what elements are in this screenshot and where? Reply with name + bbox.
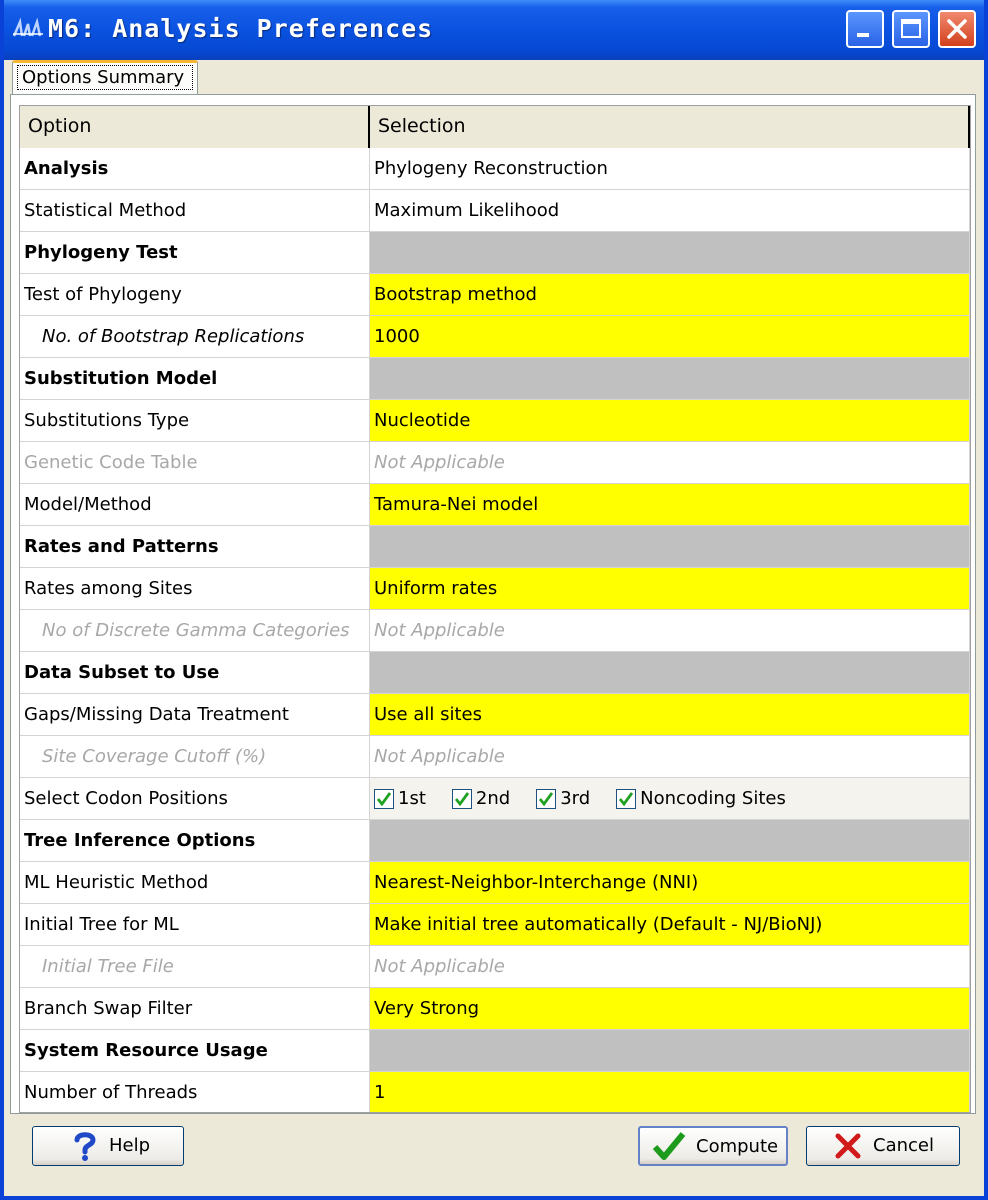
option-cell: No. of Bootstrap Replications (20, 316, 370, 358)
table-row (20, 610, 970, 652)
checkbox-box (536, 789, 556, 809)
title-bar[interactable] (4, 0, 984, 60)
selection-cell (370, 820, 970, 862)
test-of-phylogeny-dropdown[interactable]: Bootstrap method (370, 274, 970, 316)
table-row (20, 904, 970, 946)
table-row (20, 862, 970, 904)
number-of-threads-input[interactable]: 1 (370, 1072, 970, 1113)
mega-app-icon (12, 18, 44, 40)
table-row (20, 484, 970, 526)
selection-cell: Maximum Likelihood (370, 190, 970, 232)
selection-cell (370, 232, 970, 274)
option-cell: Rates and Patterns (20, 526, 370, 568)
checkbox-box (616, 789, 636, 809)
table-row (20, 358, 970, 400)
checkbox-label: 1st (398, 787, 426, 809)
cancel-button[interactable] (806, 1126, 960, 1166)
option-cell: Test of Phylogeny (20, 274, 370, 316)
help-button[interactable] (32, 1126, 184, 1166)
table-row (20, 316, 970, 358)
codon-noncoding-checkbox[interactable] (616, 789, 786, 809)
option-cell: Site Coverage Cutoff (%) (20, 736, 370, 778)
substitutions-type-dropdown[interactable]: Nucleotide (370, 400, 970, 442)
tab-strip (10, 60, 978, 96)
option-cell: Initial Tree for ML (20, 904, 370, 946)
codon-3rd-checkbox[interactable] (536, 789, 590, 809)
gaps-missing-data-dropdown[interactable]: Use all sites (370, 694, 970, 736)
initial-tree-dropdown[interactable]: Make initial tree automatically (Default - NJ/BioNJ) (370, 904, 970, 946)
option-cell: Branch Swap Filter (20, 988, 370, 1030)
codon-positions-cell (370, 778, 970, 820)
table-row (20, 946, 970, 988)
option-cell: Rates among Sites (20, 568, 370, 610)
cancel-x-icon (833, 1131, 863, 1161)
cancel-button-label: Cancel (873, 1135, 934, 1156)
checkmark-icon (618, 791, 634, 807)
checkbox-label: 3rd (560, 787, 591, 809)
option-cell: Gaps/Missing Data Treatment (20, 694, 370, 736)
option-cell: ML Heuristic Method (20, 862, 370, 904)
maximize-icon (894, 12, 928, 46)
selection-cell (370, 526, 970, 568)
grid-rows (20, 148, 970, 1113)
option-cell: No of Discrete Gamma Categories (20, 610, 370, 652)
checkmark-icon (454, 791, 470, 807)
checkbox-label: Noncoding Sites (640, 787, 786, 809)
option-cell: Statistical Method (20, 190, 370, 232)
minimize-icon (848, 12, 882, 46)
table-row (20, 694, 970, 736)
selection-cell: Phylogeny Reconstruction (370, 148, 970, 190)
selection-cell: Not Applicable (370, 442, 970, 484)
selection-cell: Not Applicable (370, 610, 970, 652)
option-cell: Substitution Model (20, 358, 370, 400)
branch-swap-filter-dropdown[interactable]: Very Strong (370, 988, 970, 1030)
selection-cell (370, 358, 970, 400)
option-cell: Initial Tree File (20, 946, 370, 988)
option-cell: Analysis (20, 148, 370, 190)
checkmark-icon (652, 1131, 686, 1161)
table-row (20, 568, 970, 610)
table-row (20, 1072, 970, 1113)
tab-label: Options Summary (17, 65, 193, 90)
model-method-dropdown[interactable]: Tamura-Nei model (370, 484, 970, 526)
table-row (20, 232, 970, 274)
compute-button-label: Compute (696, 1136, 779, 1157)
rates-among-sites-dropdown[interactable]: Uniform rates (370, 568, 970, 610)
codon-2nd-checkbox[interactable] (452, 789, 510, 809)
tab-options-summary[interactable] (12, 60, 198, 94)
compute-button[interactable] (638, 1126, 788, 1166)
table-row (20, 190, 970, 232)
option-cell: Phylogeny Test (20, 232, 370, 274)
option-cell: Model/Method (20, 484, 370, 526)
table-row (20, 400, 970, 442)
checkmark-icon (376, 791, 392, 807)
codon-1st-checkbox[interactable] (374, 789, 426, 809)
table-row (20, 652, 970, 694)
table-row (20, 736, 970, 778)
option-cell: Number of Threads (20, 1072, 370, 1113)
options-summary-panel (10, 94, 976, 1114)
header-option[interactable]: Option (20, 106, 370, 148)
bootstrap-replications-input[interactable]: 1000 (370, 316, 970, 358)
window-title: M6: Analysis Preferences (48, 14, 434, 43)
ml-heuristic-method-dropdown[interactable]: Nearest-Neighbor-Interchange (NNI) (370, 862, 970, 904)
selection-cell: Not Applicable (370, 946, 970, 988)
option-cell: System Resource Usage (20, 1030, 370, 1072)
close-icon (940, 12, 974, 46)
minimize-button[interactable] (846, 10, 884, 48)
help-icon (71, 1130, 99, 1162)
option-cell: Genetic Code Table (20, 442, 370, 484)
option-cell: Tree Inference Options (20, 820, 370, 862)
selection-cell (370, 652, 970, 694)
close-button[interactable] (938, 10, 976, 48)
selection-cell: Not Applicable (370, 736, 970, 778)
selection-cell (370, 1030, 970, 1072)
checkbox-box (374, 789, 394, 809)
option-cell: Data Subset to Use (20, 652, 370, 694)
grid-header (20, 106, 970, 150)
maximize-button[interactable] (892, 10, 930, 48)
table-row (20, 148, 970, 190)
table-row (20, 820, 970, 862)
checkbox-label: 2nd (475, 787, 511, 809)
table-row (20, 274, 970, 316)
table-row (20, 1030, 970, 1072)
table-row (20, 526, 970, 568)
table-row (20, 778, 970, 820)
option-cell: Substitutions Type (20, 400, 370, 442)
option-cell: Select Codon Positions (20, 778, 370, 820)
options-grid (19, 105, 971, 1113)
checkmark-icon (538, 791, 554, 807)
table-row (20, 988, 970, 1030)
checkbox-box (452, 789, 472, 809)
header-selection[interactable]: Selection (370, 106, 970, 148)
table-row (20, 442, 970, 484)
dialog-footer (10, 1116, 978, 1192)
help-button-label: Help (109, 1135, 151, 1156)
